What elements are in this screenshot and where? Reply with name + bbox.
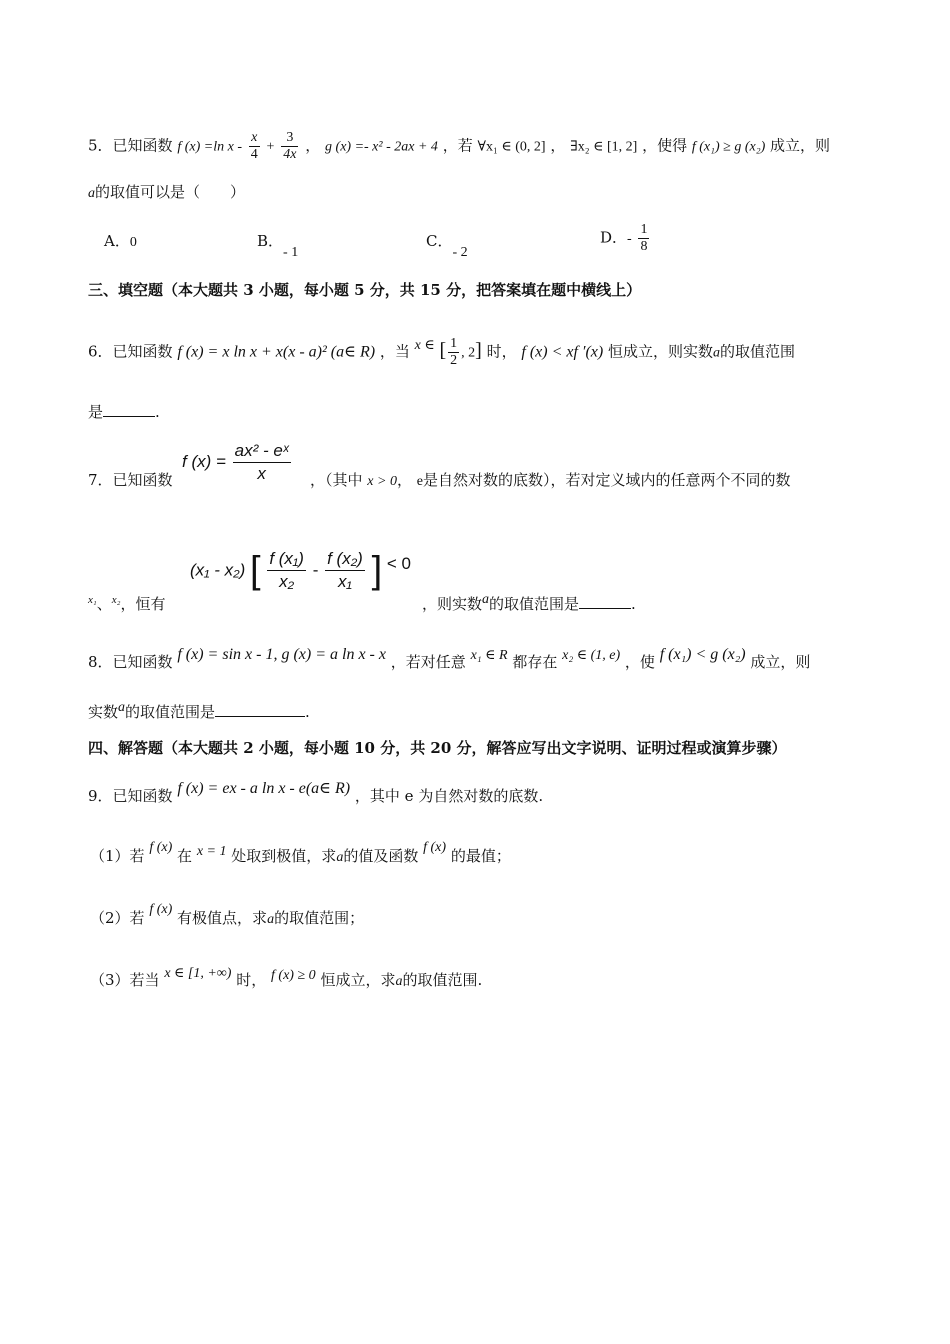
q7-inequality: (x₁ - x₂) [ $\frac{\text{f (x₁)}}{\text{x₂}}$ - $\frac{\text{f (x₂)}}{\text{x₁}}$ ] < 0 — [190, 549, 411, 592]
q7-var-a: a — [482, 592, 490, 607]
q5-frac2-den: 4x — [283, 147, 297, 162]
q8-x1: x₁ ∈ R — [470, 648, 508, 663]
q8-f-def: f (x) = sin x - 1, g (x) = a ln x - x — [177, 646, 386, 663]
q7-answer-blank[interactable] — [579, 594, 631, 609]
q9-p3-x: x ∈ [1, +∞) — [164, 966, 232, 981]
q9-line1 — [88, 780, 544, 807]
q6-int-den: 2 — [450, 353, 458, 368]
q9-p1-f2: f (x) — [423, 840, 447, 855]
q5-opt-a-value: 0 — [129, 235, 137, 250]
q5-sep1: ， — [305, 136, 321, 155]
q7-ineq-left: (x₁ - x₂) — [190, 560, 246, 580]
q7-ineq-rhs: < 0 — [386, 554, 411, 573]
q5-tail: 成立，则 — [770, 136, 831, 155]
q9-lead: 已知函数 — [112, 787, 173, 805]
q7-cond-tail: 是自然对数的底数），若对定义域内的任意两个不同的数 — [422, 471, 791, 489]
q8-number: 8． — [88, 653, 113, 671]
q8-ineq: f (x₁) < g (x₂) — [659, 646, 746, 663]
q9-p1-var: a — [336, 850, 344, 865]
q7-frac1-num: f (x₁) — [267, 548, 306, 571]
q8-answer-blank[interactable] — [215, 702, 305, 717]
q5-opt-a-label: A． — [104, 232, 130, 250]
q7-line2-start — [88, 594, 165, 616]
q7-f-def — [182, 440, 293, 485]
q5-opt-d-sign: - — [627, 231, 632, 247]
q7-line2-sep: 、 — [96, 595, 112, 613]
q5-var-a: a — [88, 186, 95, 201]
q7-line1-tail — [310, 470, 791, 492]
q9-p1-at: 在 — [177, 847, 193, 865]
q7-f-lhs: f (x) = — [182, 451, 226, 471]
q9-p2-text2: 的取值范围； — [274, 909, 365, 927]
q9-p3-label: （3）若当 — [90, 971, 160, 989]
q7-line2-tail — [422, 594, 636, 616]
q9-part2 — [90, 902, 365, 930]
q6-tail: 恒成立，则实数 — [608, 342, 714, 361]
q9-p3-text: 恒成立，求 — [320, 971, 396, 989]
q8-tail: 成立，则 — [750, 653, 811, 671]
q7-ineq-frac2 — [325, 548, 365, 593]
q6-line2 — [88, 402, 160, 422]
section-3-title: 三、填空题（本大题共 3 小题，每小题 5 分，共 15 分，把答案填在题中横线上） — [88, 281, 642, 299]
q9-p1-text3: 的最值； — [450, 847, 511, 865]
q7-x1: x₁ — [88, 594, 97, 606]
q5-option-b — [257, 231, 299, 260]
q6-answer-blank[interactable] — [103, 402, 155, 417]
q6-when: 时， — [486, 342, 517, 361]
q7-frac2-den: x₁ — [338, 572, 352, 591]
q6-int-num: 1 — [450, 336, 458, 351]
q9-part3 — [90, 966, 483, 992]
q7-f-num: ax² - eˣ — [233, 440, 291, 463]
q6-var-a: a — [713, 345, 721, 361]
q5-g-def: g (x) =- x² - 2ax + 4 — [325, 139, 438, 155]
q6-x-in: x ∈ — [414, 337, 435, 353]
q9-p3-when: 时， — [236, 971, 267, 989]
q8-line2-end: . — [305, 703, 310, 721]
q8-var-a: a — [118, 700, 126, 715]
section-4-title: 四、解答题（本大题共 2 小题，每小题 10 分，共 20 分，解答应写出文字说明、证明过程或演算步骤） — [88, 739, 787, 757]
q6-sep: ，当 — [379, 342, 410, 361]
q5-frac2-num: 3 — [281, 130, 298, 147]
q7-always: ，恒有 — [120, 595, 166, 613]
q5-number: 5． — [88, 136, 113, 155]
q5-opt-b-value: - 1 — [283, 245, 299, 260]
q6-f-def: f (x) = x ln x + x(x - a)² (a∈ R) — [177, 343, 376, 361]
q8-line2-a: 实数 — [88, 703, 119, 721]
q7-ineq-minus: - — [312, 560, 319, 580]
q6-ineq: f (x) < xf ′(x) — [521, 343, 604, 361]
q7-cond-x: x > 0 — [367, 474, 397, 489]
q5-sep2: ， — [550, 136, 566, 155]
q5-lead: 已知函数 — [112, 136, 173, 155]
q8-line1 — [88, 646, 811, 674]
q8-line2-b: 的取值范围是 — [125, 703, 216, 721]
q7-x2: x₂ — [111, 594, 121, 606]
q5-cond-lead: ，若 — [442, 136, 473, 155]
q5-option-a — [104, 231, 137, 253]
q5-option-c — [426, 231, 468, 260]
q9-p1-text2: 的值及函数 — [343, 847, 419, 865]
q5-forall: ∀x₁ ∈ (0, 2] — [477, 139, 546, 155]
q8-sep: ，若对任意 — [390, 653, 466, 671]
q9-tail: ，其中 e 为自然对数的底数. — [354, 787, 544, 805]
q5-opt-c-value: - 2 — [452, 245, 468, 260]
q5-f-frac1 — [249, 130, 260, 163]
q5-line2-text: 的取值可以是（ ） — [95, 183, 246, 201]
q8-mid2: ，使 — [624, 653, 655, 671]
q9-p2-f: f (x) — [149, 902, 173, 917]
q6-lead: 已知函数 — [112, 342, 173, 361]
q9-p1-f: f (x) — [149, 840, 173, 855]
q5-opt-d-num: 1 — [640, 222, 648, 237]
q7-f-den: x — [257, 464, 266, 483]
q6-interval-frac — [448, 336, 459, 369]
q9-p3-text2: 的取值范围. — [402, 971, 483, 989]
q6-line2-end: . — [155, 403, 160, 421]
q7-cond: ，（其中 — [310, 471, 363, 489]
q9-p3-var: a — [395, 974, 403, 989]
q5-opt-d-label: D． — [600, 228, 628, 247]
q6-int-tail: , 2 — [461, 345, 476, 361]
q6-line1: 6．已知函数 f (x) = x ln x + x(x - a)² (a∈ R) ，当 x ∈ [ $\frac{1}{2}$ , 2] 时， f (x) < xf ′(x) 恒成立，则实数a的取值范围 — [88, 336, 796, 368]
q7-number: 7． — [88, 471, 113, 489]
q9-p3-ineq: f (x) ≥ 0 — [271, 968, 316, 983]
q9-p2-var: a — [267, 912, 275, 927]
q7-f-frac — [233, 440, 291, 485]
q7-line2-tail-text: ，则实数 — [422, 595, 483, 613]
q7-lead: 已知函数 — [112, 471, 173, 489]
q8-lead: 已知函数 — [112, 653, 173, 671]
q8-mid: 都存在 — [512, 653, 558, 671]
q9-p1-x: x = 1 — [196, 844, 227, 859]
q5-opt-b-label: B． — [257, 232, 284, 250]
q8-x2: x₂ ∈ (1, e) — [562, 648, 621, 663]
q5-option-d — [600, 222, 651, 255]
q9-f-def: f (x) = ex - a ln x - e(a∈ R) — [177, 780, 351, 797]
q5-line2 — [88, 182, 245, 204]
q5-mid: ，使得 — [642, 136, 688, 155]
q6-line2-a: 是 — [88, 403, 104, 421]
q7-line2-tail2: 的取值范围是 — [489, 595, 580, 613]
q7-line1 — [88, 470, 173, 490]
q5-plus: + — [266, 139, 275, 155]
q5-ineq: f (x₁) ≥ g (x₂) — [691, 139, 766, 155]
q8-line2 — [88, 702, 310, 724]
q6-number: 6． — [88, 342, 113, 361]
q9-p2-text: 有极值点，求 — [177, 909, 268, 927]
q5-opt-c-label: C． — [426, 232, 453, 250]
q9-p1-text: 处取到极值，求 — [231, 847, 337, 865]
q7-cond-sep: ， — [396, 471, 412, 489]
q7-frac2-num: f (x₂) — [325, 548, 365, 571]
q5-f-lhs: f (x) =ln x - — [177, 139, 242, 155]
q5-line1 — [88, 130, 830, 163]
q7-frac1-den: x₂ — [279, 572, 295, 591]
q5-opt-d-den: 8 — [640, 239, 648, 254]
q7-cond-e: e — [416, 474, 423, 489]
q9-p2-label: （2）若 — [90, 909, 145, 927]
q7-ineq-frac1 — [267, 548, 306, 593]
q9-part1 — [90, 840, 511, 868]
q5-opt-d-frac — [638, 222, 649, 255]
q9-p1-label: （1）若 — [90, 847, 145, 865]
q5-f-frac2 — [281, 130, 298, 163]
q5-frac1-num: x — [249, 130, 260, 147]
q5-exists: ∃x₂ ∈ [1, 2] — [570, 139, 638, 155]
q7-line2-end: . — [631, 595, 636, 613]
q9-number: 9． — [88, 787, 113, 805]
q5-frac1-den: 4 — [250, 147, 258, 162]
q6-tail2: 的取值范围 — [720, 342, 796, 361]
